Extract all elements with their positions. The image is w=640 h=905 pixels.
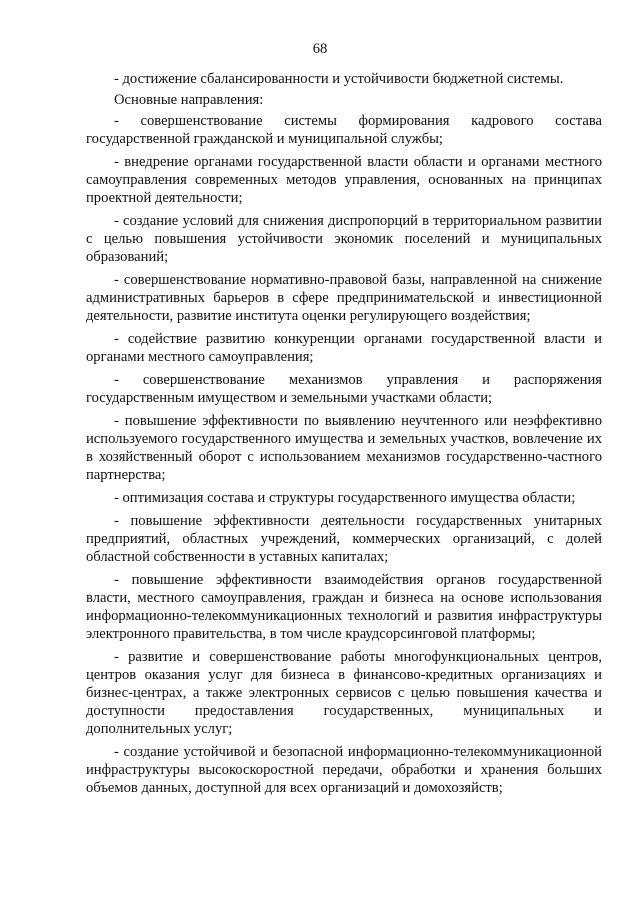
list-item: - создание условий для снижения диспропорций в территориальном развитии с целью повышения устойчивости экономик поселений и муниципальных образований;: [86, 213, 602, 265]
list-item: - повышение эффективности деятельности государственных унитарных предприятий, областных учреждений, коммерческих организаций, с долей областной собственности в уставных капиталах;: [86, 513, 602, 565]
page-body: [86, 70, 602, 802]
section-heading: Основные направления:: [114, 92, 264, 108]
list-item: - оптимизация состава и структуры государственного имущества области;: [114, 490, 576, 506]
list-item: - повышение эффективности по выявлению неучтенного или неэффективно используемого государственного имущества и земельных участков, вовлечение их в хозяйственный оборот с использованием механизмов государственно-частного партнерства;: [86, 413, 602, 483]
paragraph-intro-item: - достижение сбалансированности и устойчивости бюджетной системы.: [114, 71, 564, 87]
list-item: - совершенствование системы формирования кадрового состава государственной гражданской и муниципальной службы;: [86, 113, 602, 147]
list-item: - развитие и совершенствование работы многофункциональных центров, центров оказания услуг для бизнеса в финансово-кредитных организациях и бизнес-центрах, а также электронных сервисов с целью повышения качества и доступности предоставления государственных, муниципальных и дополнительных услуг;: [86, 649, 602, 737]
list-item: - создание устойчивой и безопасной информационно-телекоммуникационной инфраструктуры высокоскоростной передачи, обработки и хранения больших объемов данных, доступной для всех организаций и домохозяйств;: [86, 744, 602, 796]
list-item: - совершенствование нормативно-правовой базы, направленной на снижение административных барьеров в сфере предпринимательской и инвестиционной деятельности, развитие института оценки регулирующего воздействия;: [86, 272, 602, 324]
list-item: - содействие развитию конкуренции органами государственной власти и органами местного самоуправления;: [86, 331, 602, 365]
page-number: 68: [312, 41, 328, 57]
list-item: - совершенствование механизмов управления и распоряжения государственным имуществом и земельными участками области;: [86, 372, 602, 406]
list-item: - повышение эффективности взаимодействия органов государственной власти, местного самоуправления, граждан и бизнеса на основе использования информационно-телекоммуникационных технологий и развития инфраструктуры электронного правительства, в том числе краудсорсинговой платформы;: [86, 572, 602, 642]
list-item: - внедрение органами государственной власти области и органами местного самоуправления современных методов управления, основанных на принципах проектной деятельности;: [86, 154, 602, 206]
